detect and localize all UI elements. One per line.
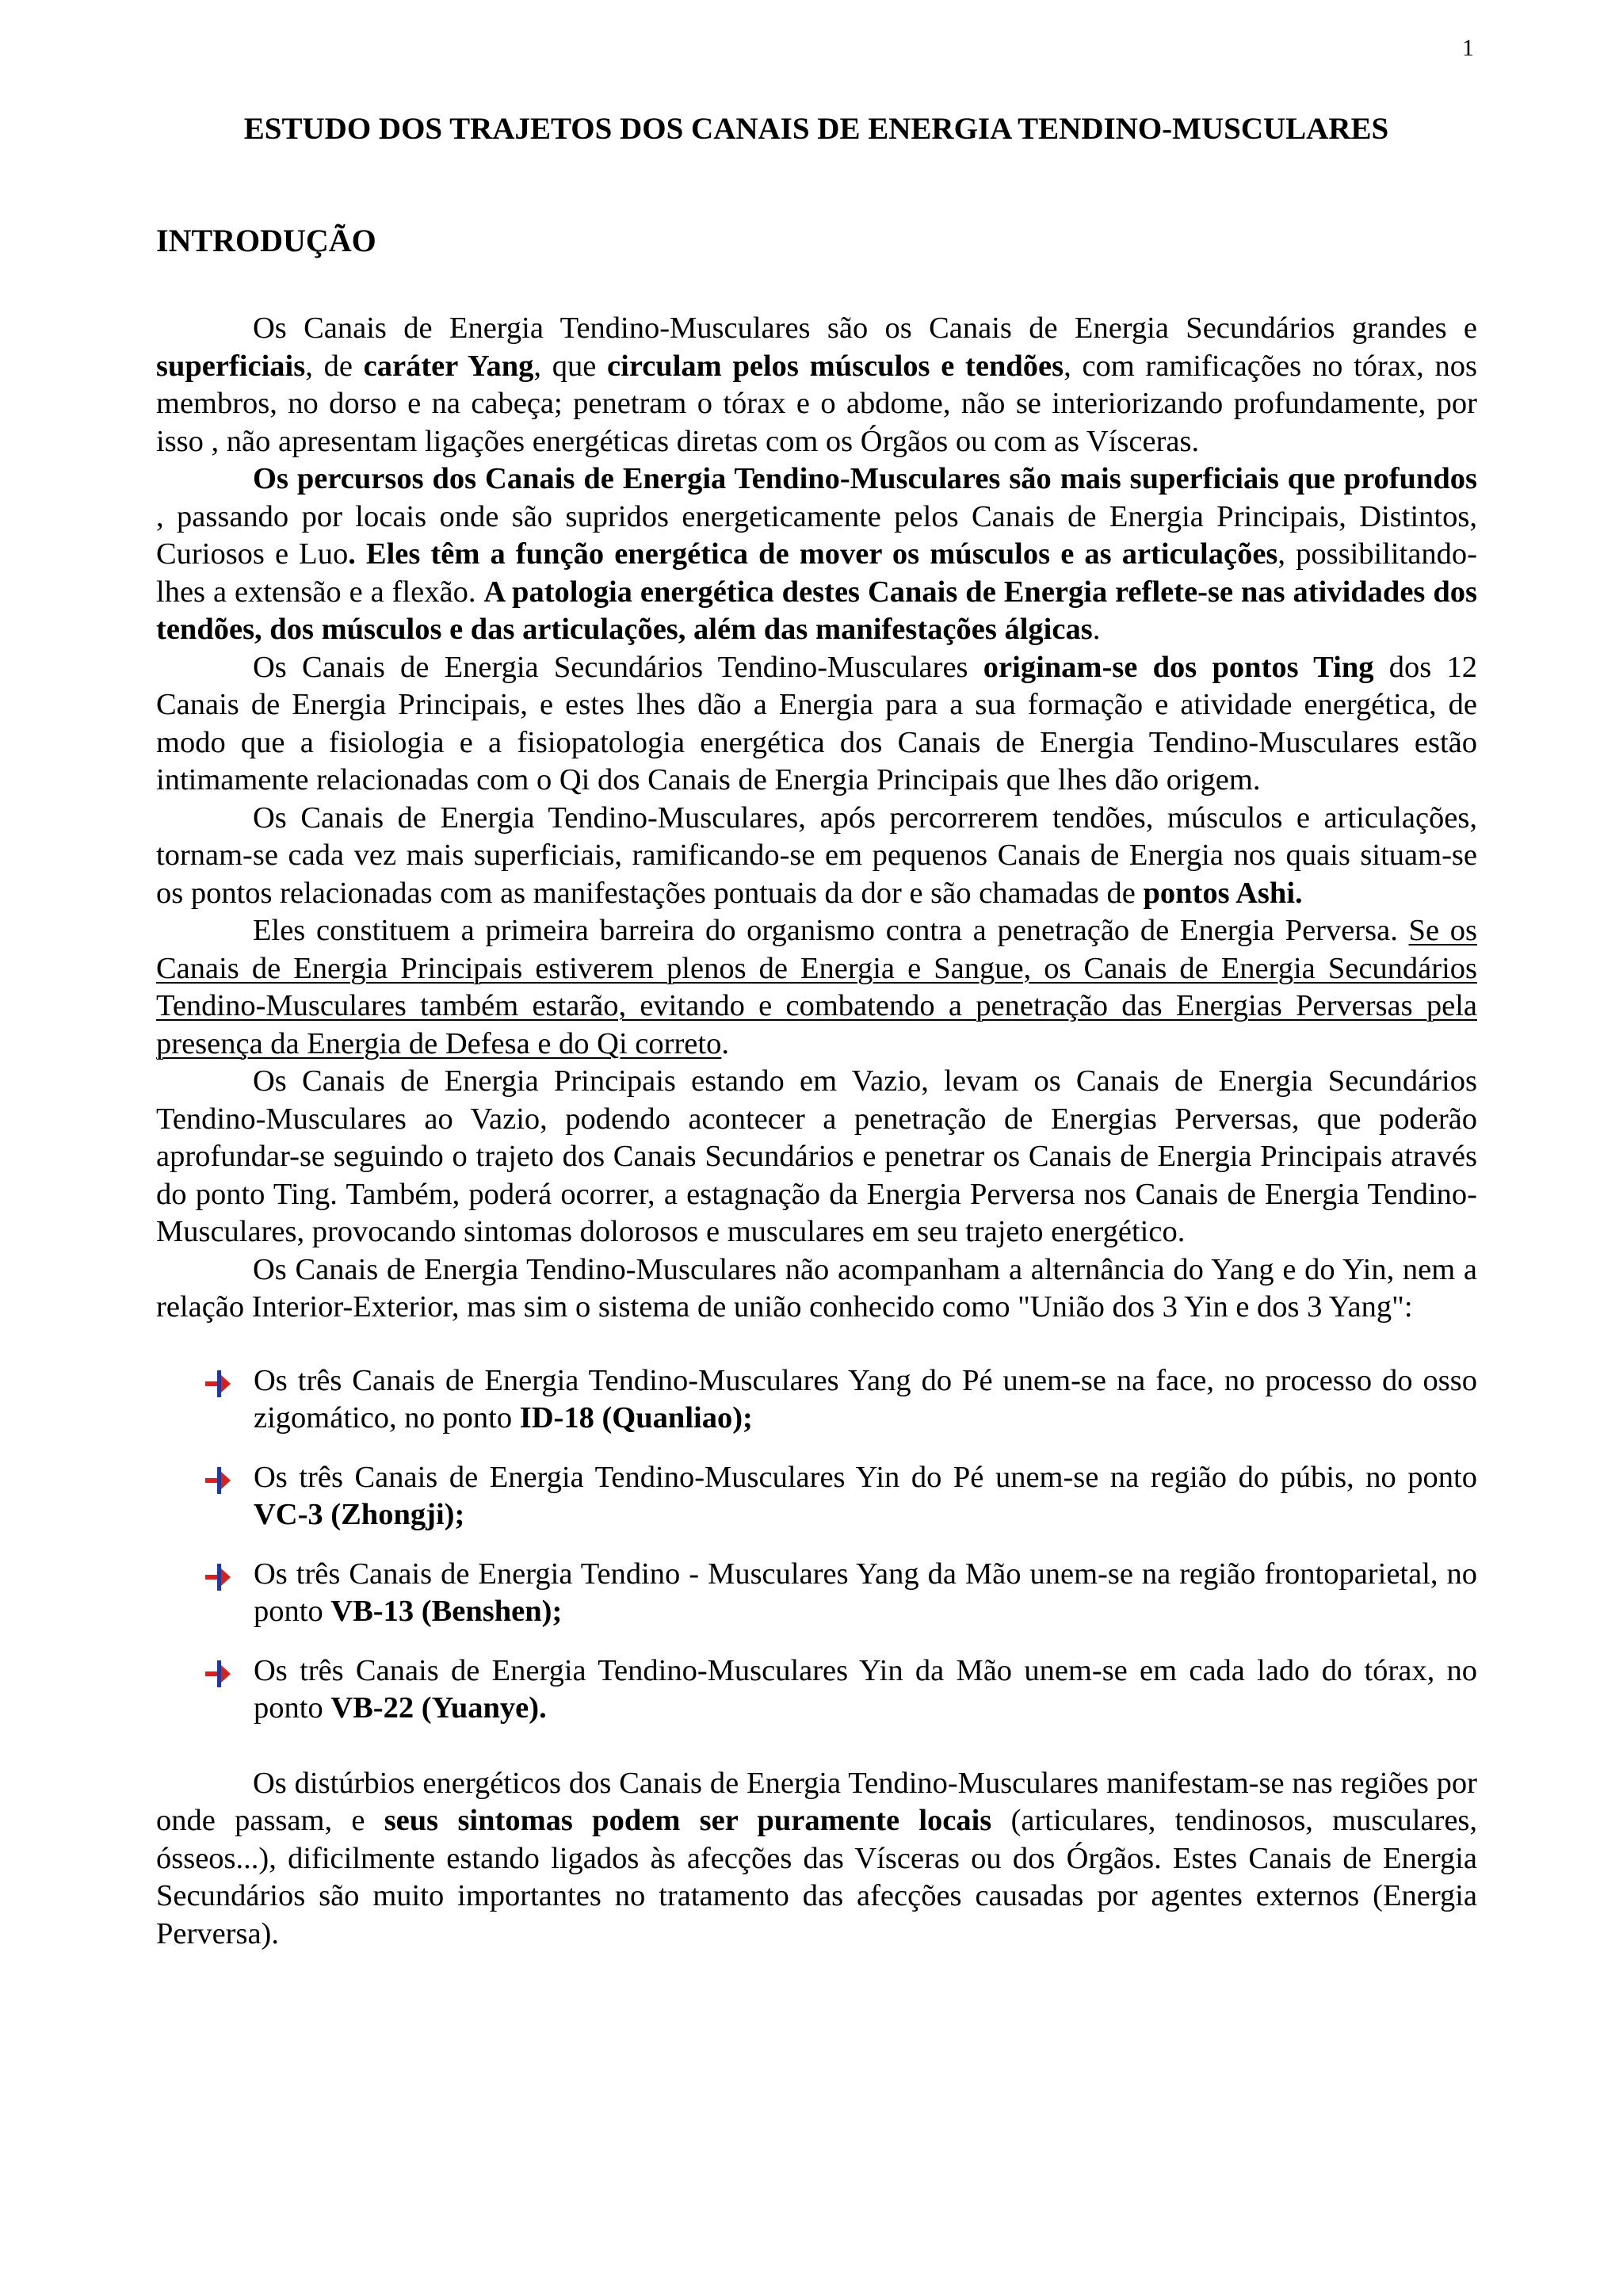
p2-bold-1: Os percursos dos Canais de Energia Tendino-Musculares são mais superficiais que profundos — [253, 462, 1477, 495]
page-number: 1 — [1462, 35, 1474, 61]
list-item-text: Os três Canais de Energia Tendino - Musculares Yang da Mão unem-se na região frontoparietal, no ponto — [254, 1557, 1477, 1628]
paragraph-5 — [156, 912, 1477, 1063]
p5-text-1: Eles constituem a primeira barreira do organismo contra a penetração de Energia Perversa. — [253, 914, 1409, 947]
arrow-bullet-icon — [205, 1370, 232, 1397]
list-item-text: Os três Canais de Energia Tendino-Musculares Yin do Pé unem-se na região do púbis, no ponto — [254, 1460, 1477, 1494]
list-item — [156, 1362, 1477, 1438]
paragraph-8 — [156, 1765, 1477, 1954]
arrow-bullet-icon — [205, 1660, 232, 1687]
document-title: ESTUDO DOS TRAJETOS DOS CANAIS DE ENERGIA TENDINO-MUSCULARES — [243, 112, 1389, 146]
p1-text-1: Os Canais de Energia Tendino-Musculares são os Canais de Energia Secundários grandes e — [253, 311, 1477, 345]
paragraph-4 — [156, 800, 1477, 913]
list-item — [156, 1556, 1477, 1631]
p1-text-2: , de — [305, 349, 364, 383]
paragraph-2 — [156, 460, 1477, 649]
p7-text-1: Os Canais de Energia Tendino-Musculares não acompanham a alternância do Yang e do Yin, nem a relação Interior-Exterior, mas sim o sistema de união conhecido como "União dos 3 Yin e dos 3 Yang": — [156, 1252, 1477, 1324]
paragraph-7 — [156, 1251, 1477, 1327]
p2-text-2: , possibilitando-lhes a extensão e a flexão. — [156, 537, 1477, 609]
p2-text-3: . — [1092, 613, 1101, 646]
p6-text-1: Os Canais de Energia Principais estando em Vazio, levam os Canais de Energia Secundários Tendino-Musculares ao Vazio, podendo acontecer a penetração de Energias Perversas, que poderão aprofundar-se seguindo o trajeto dos Canais Secundários e penetrar os Canais de Energia Principais através do ponto Ting. Também, poderá ocorrer, a estagnação da Energia Perversa nos Canais de Energia Tendino-Musculares, provocando sintomas dolorosos e musculares em seu trajeto energético. — [156, 1064, 1477, 1248]
list-item-point: VB-22 (Yuanye). — [330, 1691, 547, 1725]
p3-text-1: Os Canais de Energia Secundários Tendino-Musculares — [253, 650, 983, 684]
paragraph-3 — [156, 649, 1477, 800]
arrow-bullet-icon — [205, 1564, 232, 1591]
list-item-text: Os três Canais de Energia Tendino-Musculares Yin da Mão unem-se em cada lado do tórax, no ponto — [254, 1653, 1477, 1725]
p2-text-1: , passando por locais onde são supridos energeticamente pelos Canais de Energia Principais, Distintos, Curiosos e Luo — [156, 499, 1477, 571]
section-heading: INTRODUÇÃO — [156, 223, 376, 258]
p5-underlined-1: Se os Canais de Energia Principais estiverem plenos de Energia e Sangue, os Canais de Energia Secundários Tendino-Musculares também estarão, evitando e combatendo a penetração das Energias Perversas pela presença da Energia de Defesa e do Qi correto — [156, 914, 1477, 1060]
p3-text-2: dos 12 Canais de Energia Principais, e estes lhes dão a Energia para a sua formação e atividade energética, de modo que a fisiologia e a fisiopatologia energética dos Canais de Energia Tendino-Musculares estão intimamente relacionadas com o Qi dos Canais de Energia Principais que lhes dão origem. — [156, 650, 1477, 797]
list-item-point: ID-18 (Quanliao); — [519, 1401, 753, 1435]
list-item — [156, 1652, 1477, 1728]
list-item-text: Os três Canais de Energia Tendino-Musculares Yang do Pé unem-se na face, no processo do osso zigomático, no ponto — [254, 1363, 1477, 1435]
paragraph-1 — [156, 310, 1477, 460]
p8-text-2: (articulares, tendinosos, musculares, ósseos...), dificilmente estando ligados às afecções das Vísceras ou dos Órgãos. Estes Canais de Energia Secundários são muito importantes no tratamento das afecções causadas por agentes externos (Energia Perversa). — [156, 1804, 1478, 1950]
p2-bold-3: A patologia energética destes Canais de Energia reflete-se nas atividades dos tendões, dos músculos e das articulações, além das manifestações álgicas — [156, 575, 1477, 646]
list-item-point: VC-3 (Zhongji); — [254, 1498, 465, 1531]
p1-bold-1: superficiais — [156, 349, 306, 383]
p2-bold-2: . Eles têm a função energética de mover os músculos e as articulações — [348, 537, 1278, 571]
p8-bold-1: seus sintomas podem ser puramente locais — [384, 1804, 992, 1837]
union-points-list — [156, 1362, 1477, 1728]
p3-bold-1: originam-se dos pontos Ting — [983, 650, 1374, 684]
document-body — [156, 222, 1477, 1953]
p1-text-4: , com ramificações no tórax, nos membros, no dorso e na cabeça; penetram o tórax e o abdome, não se interiorizando profundamente, por isso , não apresentam ligações energéticas diretas com os Órgãos ou com as Vísceras. — [156, 349, 1478, 458]
list-item — [156, 1459, 1477, 1534]
p4-text-1: Os Canais de Energia Tendino-Musculares, após percorrerem tendões, músculos e articulações, tornam-se cada vez mais superficiais, ramificando-se em pequenos Canais de Energia nos quais situam-se os pontos relacionadas com as manifestações pontuais da dor e são chamadas de — [156, 800, 1477, 910]
p1-bold-2: caráter Yang — [363, 349, 534, 383]
list-item-point: VB-13 (Benshen); — [330, 1595, 563, 1628]
p1-bold-3: circulam pelos músculos e tendões — [607, 349, 1064, 383]
arrow-bullet-icon — [205, 1467, 232, 1494]
p4-bold-1: pontos Ashi. — [1143, 876, 1303, 910]
p5-text-2: . — [721, 1026, 729, 1060]
p1-text-3: , que — [533, 349, 608, 383]
p8-text-1: Os distúrbios energéticos dos Canais de Energia Tendino-Musculares manifestam-se nas regiões por onde passam, e — [156, 1766, 1477, 1837]
paragraph-6 — [156, 1063, 1477, 1251]
